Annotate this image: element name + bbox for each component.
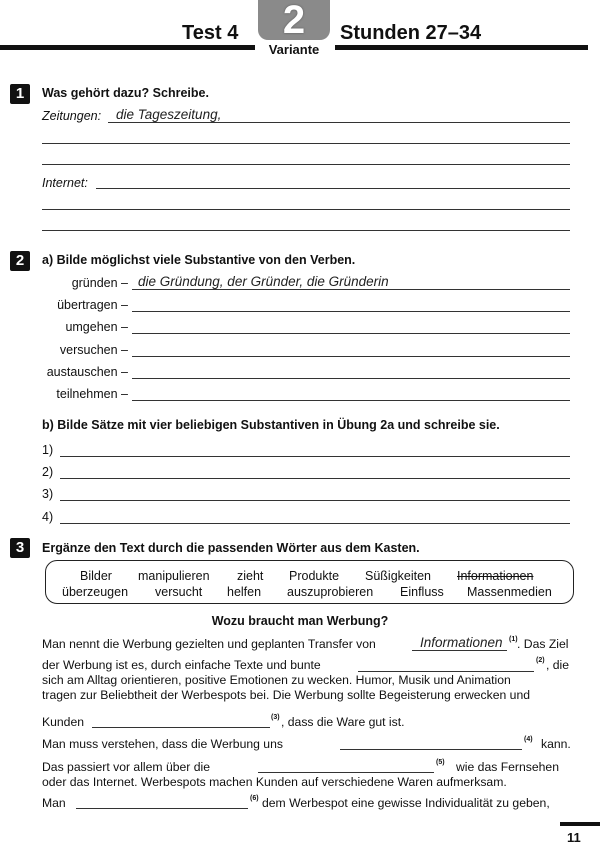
answer-line[interactable] [42, 209, 570, 210]
sentence-number: 1) [42, 443, 54, 457]
gap-2-line[interactable] [358, 671, 534, 672]
task-2b-instruction: b) Bilde Sätze mit vier beliebigen Substantiven in Übung 2a und schreibe sie. [42, 418, 500, 432]
header-rule-left [0, 45, 255, 50]
word-item: Einfluss [400, 585, 444, 599]
task-3-number: 3 [10, 538, 30, 558]
gap-3-number: (3) [271, 714, 280, 721]
task-1-instruction: Was gehört dazu? Schreibe. [42, 86, 209, 100]
sentence-number: 4) [42, 510, 54, 524]
answer-line[interactable] [60, 478, 570, 479]
text-line: , dass die Ware gut ist. [281, 715, 405, 729]
word-item: helfen [227, 585, 262, 599]
lesson-range: Stunden 27–34 [340, 22, 482, 44]
text-line: , die [546, 658, 570, 672]
answer-line[interactable] [96, 188, 570, 189]
variant-number: 2 [282, 0, 306, 42]
verb-label: austauschen – [46, 365, 128, 379]
task-2a-instruction: a) Bilde möglichst viele Substantive von den Verben. [42, 253, 356, 267]
text-line: Man [42, 796, 66, 810]
answer-line[interactable] [132, 311, 570, 312]
answer-line[interactable] [60, 523, 570, 524]
text-line: kann. [541, 737, 571, 751]
text-line: . Das Ziel [517, 637, 569, 651]
word-item: Massenmedien [467, 585, 552, 599]
text-line: Das passiert vor allem über die [42, 760, 210, 774]
answer-line[interactable] [132, 356, 570, 357]
task-2-number: 2 [10, 251, 30, 271]
sentence-number: 2) [42, 465, 54, 479]
gap-6-number: (6) [250, 795, 259, 802]
verb-label: versuchen – [59, 343, 128, 357]
zeitungen-answer: die Tageszeitung, [116, 107, 222, 122]
gap-4-number: (4) [524, 736, 533, 743]
verb-label: teilnehmen – [56, 387, 128, 401]
zeitungen-label: Zeitungen: [42, 109, 102, 123]
header-rule-right [335, 45, 588, 50]
page-number-rule [560, 822, 600, 826]
answer-line[interactable] [108, 122, 570, 123]
text-line: Man muss verstehen, dass die Werbung uns [42, 737, 283, 751]
answer-line[interactable] [132, 289, 570, 290]
text-line: oder das Internet. Werbespots machen Kunden auf verschiedene Waren aufmerksam. [42, 775, 507, 789]
text-line: sich am Alltag orientieren, positive Emotionen zu wecken. Humor, Musik und Animation [42, 673, 511, 687]
verb-label: gründen – [71, 276, 128, 290]
variant-label: Variante [268, 42, 320, 57]
page-number: 11 [567, 830, 581, 845]
text-title: Wozu braucht man Werbung? [211, 614, 389, 628]
gap-5-number: (5) [436, 759, 445, 766]
gap-1-answer: Informationen [420, 635, 503, 650]
gap-1-line[interactable] [412, 650, 507, 651]
word-item: manipulieren [138, 569, 210, 583]
word-item: überzeugen [62, 585, 129, 599]
word-item: Süßigkeiten [365, 569, 432, 583]
word-item: zieht [237, 569, 264, 583]
answer-line[interactable] [42, 164, 570, 165]
task-1-number: 1 [10, 84, 30, 104]
answer-line[interactable] [42, 143, 570, 144]
word-item-used: Informationen [457, 569, 534, 583]
answer-line[interactable] [42, 230, 570, 231]
text-line: Kunden [42, 715, 85, 729]
verb-label: übertragen – [57, 298, 128, 312]
text-line: der Werbung ist es, durch einfache Texte und bunte [42, 658, 321, 672]
answer-line[interactable] [132, 400, 570, 401]
gap-6-line[interactable] [76, 808, 248, 809]
answer-line[interactable] [132, 333, 570, 334]
gap-5-line[interactable] [258, 772, 434, 773]
verb-label: umgehen – [65, 320, 128, 334]
word-item: auszuprobieren [287, 585, 374, 599]
task-3-instruction: Ergänze den Text durch die passenden Wörter aus dem Kasten. [42, 541, 420, 555]
word-item: versucht [155, 585, 203, 599]
text-line: Man nennt die Werbung gezielten und geplanten Transfer von [42, 637, 376, 651]
text-line: tragen zur Beliebtheit der Werbespots bei. Die Werbung sollte Begeisterung erwecken und [42, 688, 531, 702]
word-item: Produkte [289, 569, 340, 583]
gap-3-line[interactable] [92, 727, 270, 728]
gap-2-number: (2) [536, 657, 545, 664]
gruenden-answer: die Gründung, der Gründer, die Gründerin [138, 274, 389, 289]
sentence-number: 3) [42, 487, 54, 501]
test-title: Test 4 [182, 22, 239, 44]
answer-line[interactable] [132, 378, 570, 379]
word-item: Bilder [80, 569, 112, 583]
text-line: wie das Fernsehen [456, 760, 559, 774]
answer-line[interactable] [60, 500, 570, 501]
text-line: dem Werbespot eine gewisse Individualität zu geben, [262, 796, 550, 810]
gap-1-number: (1) [509, 636, 518, 643]
gap-4-line[interactable] [340, 749, 522, 750]
answer-line[interactable] [60, 456, 570, 457]
internet-label: Internet: [42, 176, 88, 190]
